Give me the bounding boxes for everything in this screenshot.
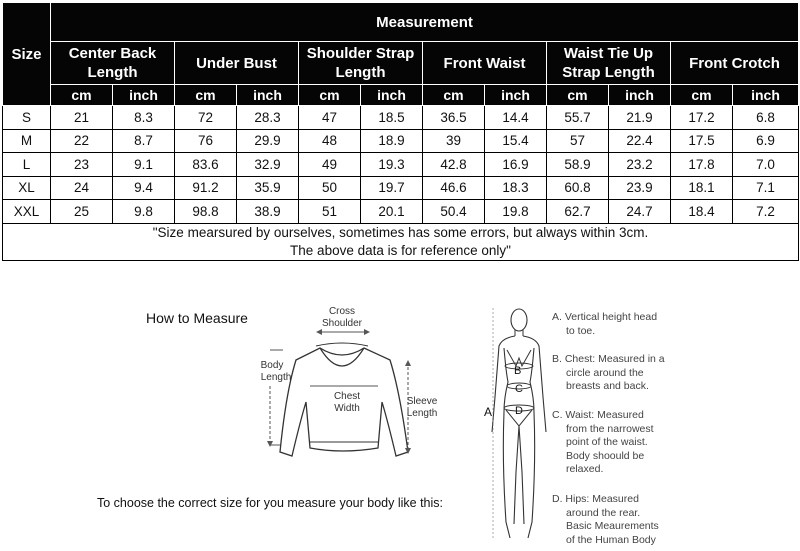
value-cell: 16.9 [485,153,547,177]
value-cell: 46.6 [423,176,485,200]
column-group-header [423,42,547,85]
value-cell: 19.3 [361,153,423,177]
group-header-line: Waist Tie Up [563,45,654,62]
legend-line: C. Waist: Measured [552,409,644,421]
value-cell: 24.7 [609,200,671,224]
legend-a [552,311,657,338]
value-cell: 15.4 [485,129,547,153]
value-cell: 29.9 [237,129,299,153]
value-cell: 17.2 [671,106,733,130]
value-cell: 83.6 [175,153,237,177]
value-cell: 18.3 [485,176,547,200]
group-header-line: Length [335,64,386,81]
group-header-line: Under Bust [196,54,277,72]
arrow-head-icon [364,329,370,335]
group-header-line: Length [87,64,138,81]
value-cell: 28.3 [237,106,299,130]
value-cell: 22 [51,129,113,153]
value-cell: 7.0 [733,153,799,177]
body-length-label-2: Length [260,372,292,383]
value-cell: 55.7 [547,106,609,130]
table-note [3,223,799,260]
letter-a: A [484,405,493,419]
value-cell: 58.9 [547,153,609,177]
unit-header: cm [175,85,237,106]
value-cell: 9.4 [113,176,175,200]
value-cell: 35.9 [237,176,299,200]
value-cell: 22.4 [609,129,671,153]
figure-head [511,309,527,331]
column-group-header [299,42,423,85]
unit-header: inch [237,85,299,106]
value-cell: 23.2 [609,153,671,177]
value-cell: 20.1 [361,200,423,224]
legend-b [552,353,665,394]
value-cell: 17.8 [671,153,733,177]
value-cell: 36.5 [423,106,485,130]
value-cell: 21.9 [609,106,671,130]
unit-header: inch [113,85,175,106]
value-cell: 18.1 [671,176,733,200]
table-row [3,176,799,200]
choose-size-instruction: To choose the correct size for you measure your body like this: [97,496,443,510]
letter-b: B [514,365,522,377]
chest-width-label-2: Width [334,403,360,414]
legend-line: D. Hips: Measured [552,493,639,505]
value-cell: 18.5 [361,106,423,130]
unit-header: cm [423,85,485,106]
sweater-outline [280,348,408,456]
column-group-header [175,42,299,85]
group-header-line: Center Back [68,45,157,62]
value-cell: 9.8 [113,200,175,224]
legend-line: from the narrowest [566,422,654,435]
value-cell: 14.4 [485,106,547,130]
legend-line: Body shoould be [566,449,645,462]
legend-line: point of the waist. [566,436,648,448]
value-cell: 91.2 [175,176,237,200]
group-header-line: Strap Length [562,64,655,81]
chest-width-label-1: Chest [333,391,361,402]
value-cell: 19.7 [361,176,423,200]
value-cell: 60.8 [547,176,609,200]
value-cell: 72 [175,106,237,130]
size-cell: XL [3,176,51,200]
arrow-head-icon [267,441,273,447]
cross-shoulder-label-1: Cross [328,306,356,317]
size-cell: M [3,129,51,153]
arrow-head-icon [405,360,411,366]
table-row [3,200,799,224]
cross-shoulder-label-2: Shoulder [321,318,363,329]
sleeve-length-label-2: Length [406,408,438,419]
legend-line: relaxed. [566,463,604,475]
legend-line: to toe. [566,324,596,337]
value-cell: 19.8 [485,200,547,224]
group-header-line: Front Crotch [689,54,780,72]
unit-header: cm [547,85,609,106]
legend-line: around the rear. [566,506,641,519]
legend-line: of the Human Body [566,533,656,546]
value-cell: 39 [423,129,485,153]
figure-legs [503,412,534,538]
group-header-line: Shoulder Strap [306,45,415,62]
body-length-label-1: Body [260,360,284,371]
value-cell: 48 [299,129,361,153]
size-header: Size [3,3,51,106]
value-cell: 23.9 [609,176,671,200]
value-cell: 23 [51,153,113,177]
table-row [3,106,799,130]
size-cell: L [3,153,51,177]
value-cell: 50.4 [423,200,485,224]
value-cell: 50 [299,176,361,200]
legend-line: circle around the [566,366,644,379]
unit-header: inch [485,85,547,106]
letter-c: C [515,383,523,395]
unit-header: cm [299,85,361,106]
value-cell: 6.8 [733,106,799,130]
value-cell: 57 [547,129,609,153]
value-cell: 6.9 [733,129,799,153]
value-cell: 47 [299,106,361,130]
arrow-head-icon [316,329,322,335]
unit-header: inch [609,85,671,106]
value-cell: 25 [51,200,113,224]
group-header-line: Front Waist [443,54,526,72]
value-cell: 51 [299,200,361,224]
value-cell: 62.7 [547,200,609,224]
value-cell: 32.9 [237,153,299,177]
how-to-measure-title: How to Measure [146,310,248,326]
table-row [3,153,799,177]
size-cell: XXL [3,200,51,224]
value-cell: 98.8 [175,200,237,224]
letter-d: D [515,405,523,417]
size-chart-table [2,2,799,261]
legend-line: A. Vertical height head [552,311,658,323]
measurement-header: Measurement [51,3,799,42]
value-cell: 8.3 [113,106,175,130]
column-group-header [671,42,799,85]
column-group-header [51,42,175,85]
legend-d [552,493,659,547]
value-cell: 18.4 [671,200,733,224]
unit-header: inch [361,85,423,106]
value-cell: 17.5 [671,129,733,153]
column-group-header [547,42,671,85]
legend-line: Basic Meaurements [566,520,659,532]
value-cell: 49 [299,153,361,177]
unit-header: cm [671,85,733,106]
value-cell: 21 [51,106,113,130]
unit-header: inch [733,85,799,106]
value-cell: 42.8 [423,153,485,177]
legend-line: B. Chest: Measured in a [552,353,665,365]
sleeve-length-label-1: Sleeve [406,396,438,407]
note-line-2: The above data is for reference only" [290,242,511,258]
legend-line: breasts and back. [566,380,649,392]
collar [316,343,368,346]
value-cell: 7.2 [733,200,799,224]
size-cell: S [3,106,51,130]
table-row [3,129,799,153]
value-cell: 76 [175,129,237,153]
note-line-1: "Size mearsured by ourselves, sometimes has some errors, but always within 3cm. [152,224,649,240]
garment-measure-diagram [250,302,450,472]
value-cell: 7.1 [733,176,799,200]
unit-header: cm [51,85,113,106]
value-cell: 8.7 [113,129,175,153]
value-cell: 18.9 [361,129,423,153]
legend-c [552,409,654,477]
body-measure-diagram [480,302,550,547]
value-cell: 38.9 [237,200,299,224]
value-cell: 24 [51,176,113,200]
value-cell: 9.1 [113,153,175,177]
